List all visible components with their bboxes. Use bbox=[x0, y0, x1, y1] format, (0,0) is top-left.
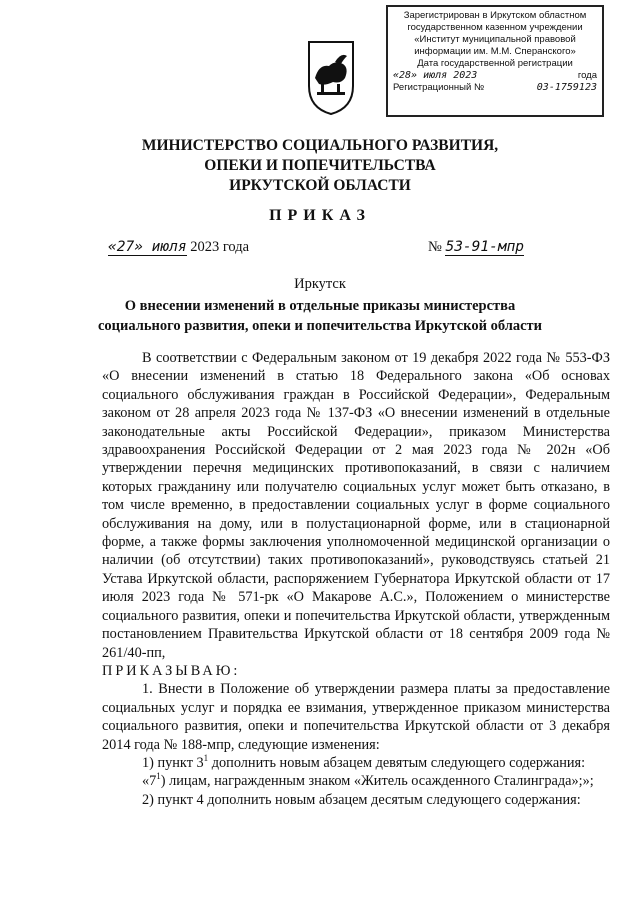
stamp-reg-label: Регистрационный № bbox=[393, 82, 485, 93]
text-fragment: «7 bbox=[142, 773, 157, 790]
city: Иркутск bbox=[294, 276, 346, 292]
document-body bbox=[102, 349, 610, 809]
stamp-line: Дата государственной регистрации bbox=[417, 58, 573, 69]
subject-line: социального развития, опеки и попечительства Иркутской области bbox=[97, 318, 543, 334]
order-number-prefix: № bbox=[428, 239, 442, 255]
paragraph-item-1: 1. Внести в Положение об утверждении размера платы за предоставление социальных услуг и порядка ее взимания, утвержденное приказом министерства социального развития, опеки и попечительства Иркутской области от 3 декабря 2014 года № 188-мпр, следующие изменения: bbox=[102, 681, 610, 753]
ministry-header bbox=[0, 136, 640, 196]
text-fragment: дополнить новым абзацем девятым следующего содержания: bbox=[208, 754, 586, 771]
order-date-handwritten: «27» июля bbox=[108, 239, 187, 255]
stamp-line: информации им. М.М. Сперанского» bbox=[414, 46, 576, 57]
registration-stamp bbox=[386, 5, 604, 117]
coat-of-arms-icon bbox=[305, 38, 357, 116]
ministry-line: МИНИСТЕРСТВО СОЦИАЛЬНОГО РАЗВИТИЯ, bbox=[141, 137, 499, 154]
stamp-line: государственном казенном учреждении bbox=[407, 22, 583, 33]
paragraph-preamble: В соответствии с Федеральным законом от 19 декабря 2022 года № 553-ФЗ «О внесении изменений в статью 18 Федерального закона «Об основах социального обслуживания граждан в Российской Федерации», Федеральным законом от 28 апреля 2023 года № 137-ФЗ «О внесении изменений в отдельные законодательные акты Российской Федерации», приказом Министерства здравоохранения Российской Федерации от 2 мая 2023 года № 202н «Об утверждении перечня медицинских противопоказаний, в связи с наличием которых гражданину или получателю социальных услуг может быть отказано, в том числе временно, в предоставлении социальных услуг в форме социального обслуживания на дому, или в полустационарной форме, или в стационарной форме, а также формы заключения уполномоченной медицинской организации о наличии (об отсутствии) таких противопоказаний», руководствуясь статьей 21 Устава Иркутской области, распоряжением Губернатора Иркутской области от 17 июля 2023 года № 571-рк «О Макарове А.С.», Положением о министерстве социального развития, опеки и попечительства Иркутской области, утвержденным постановлением Правительства Иркутской области от 18 сентября 2009 года № 261/40-пп, bbox=[102, 350, 610, 661]
stamp-date-handwritten: «28» июля 2023 bbox=[393, 70, 478, 81]
paragraph-subitem-1 bbox=[102, 754, 610, 772]
stamp-reg-row bbox=[393, 82, 597, 94]
stamp-date-suffix: года bbox=[577, 70, 597, 81]
document-title: ПРИКАЗ bbox=[269, 207, 371, 224]
order-number bbox=[428, 239, 524, 256]
stamp-line: Зарегистрирован в Иркутском областном bbox=[403, 10, 587, 21]
ministry-line: ОПЕКИ И ПОПЕЧИТЕЛЬСТВА bbox=[204, 157, 436, 174]
text-fragment: ) лицам, награжденным знаком «Житель осажденного Сталинграда»;»; bbox=[160, 773, 594, 790]
order-subject bbox=[0, 296, 640, 336]
superscript: 1 bbox=[156, 771, 161, 782]
paragraph-quote bbox=[102, 772, 610, 790]
order-word: ПРИКАЗЫВАЮ: bbox=[102, 662, 241, 679]
stamp-line: «Институт муниципальной правовой bbox=[414, 34, 576, 45]
stamp-reg-handwritten: 03-1759123 bbox=[536, 82, 597, 93]
ministry-line: ИРКУТСКОЙ ОБЛАСТИ bbox=[229, 177, 411, 194]
superscript: 1 bbox=[203, 753, 209, 764]
order-date-suffix: 2023 года bbox=[190, 239, 250, 255]
stamp-date-row bbox=[393, 70, 597, 82]
order-number-handwritten: 53-91-мпр bbox=[445, 239, 525, 255]
paragraph-subitem-2: 2) пункт 4 дополнить новым абзацем десятым следующего содержания: bbox=[142, 791, 581, 808]
subject-line: О внесении изменений в отдельные приказы министерства bbox=[124, 298, 516, 314]
text-fragment: 1) пункт 3 bbox=[142, 754, 204, 771]
order-date bbox=[108, 239, 249, 256]
